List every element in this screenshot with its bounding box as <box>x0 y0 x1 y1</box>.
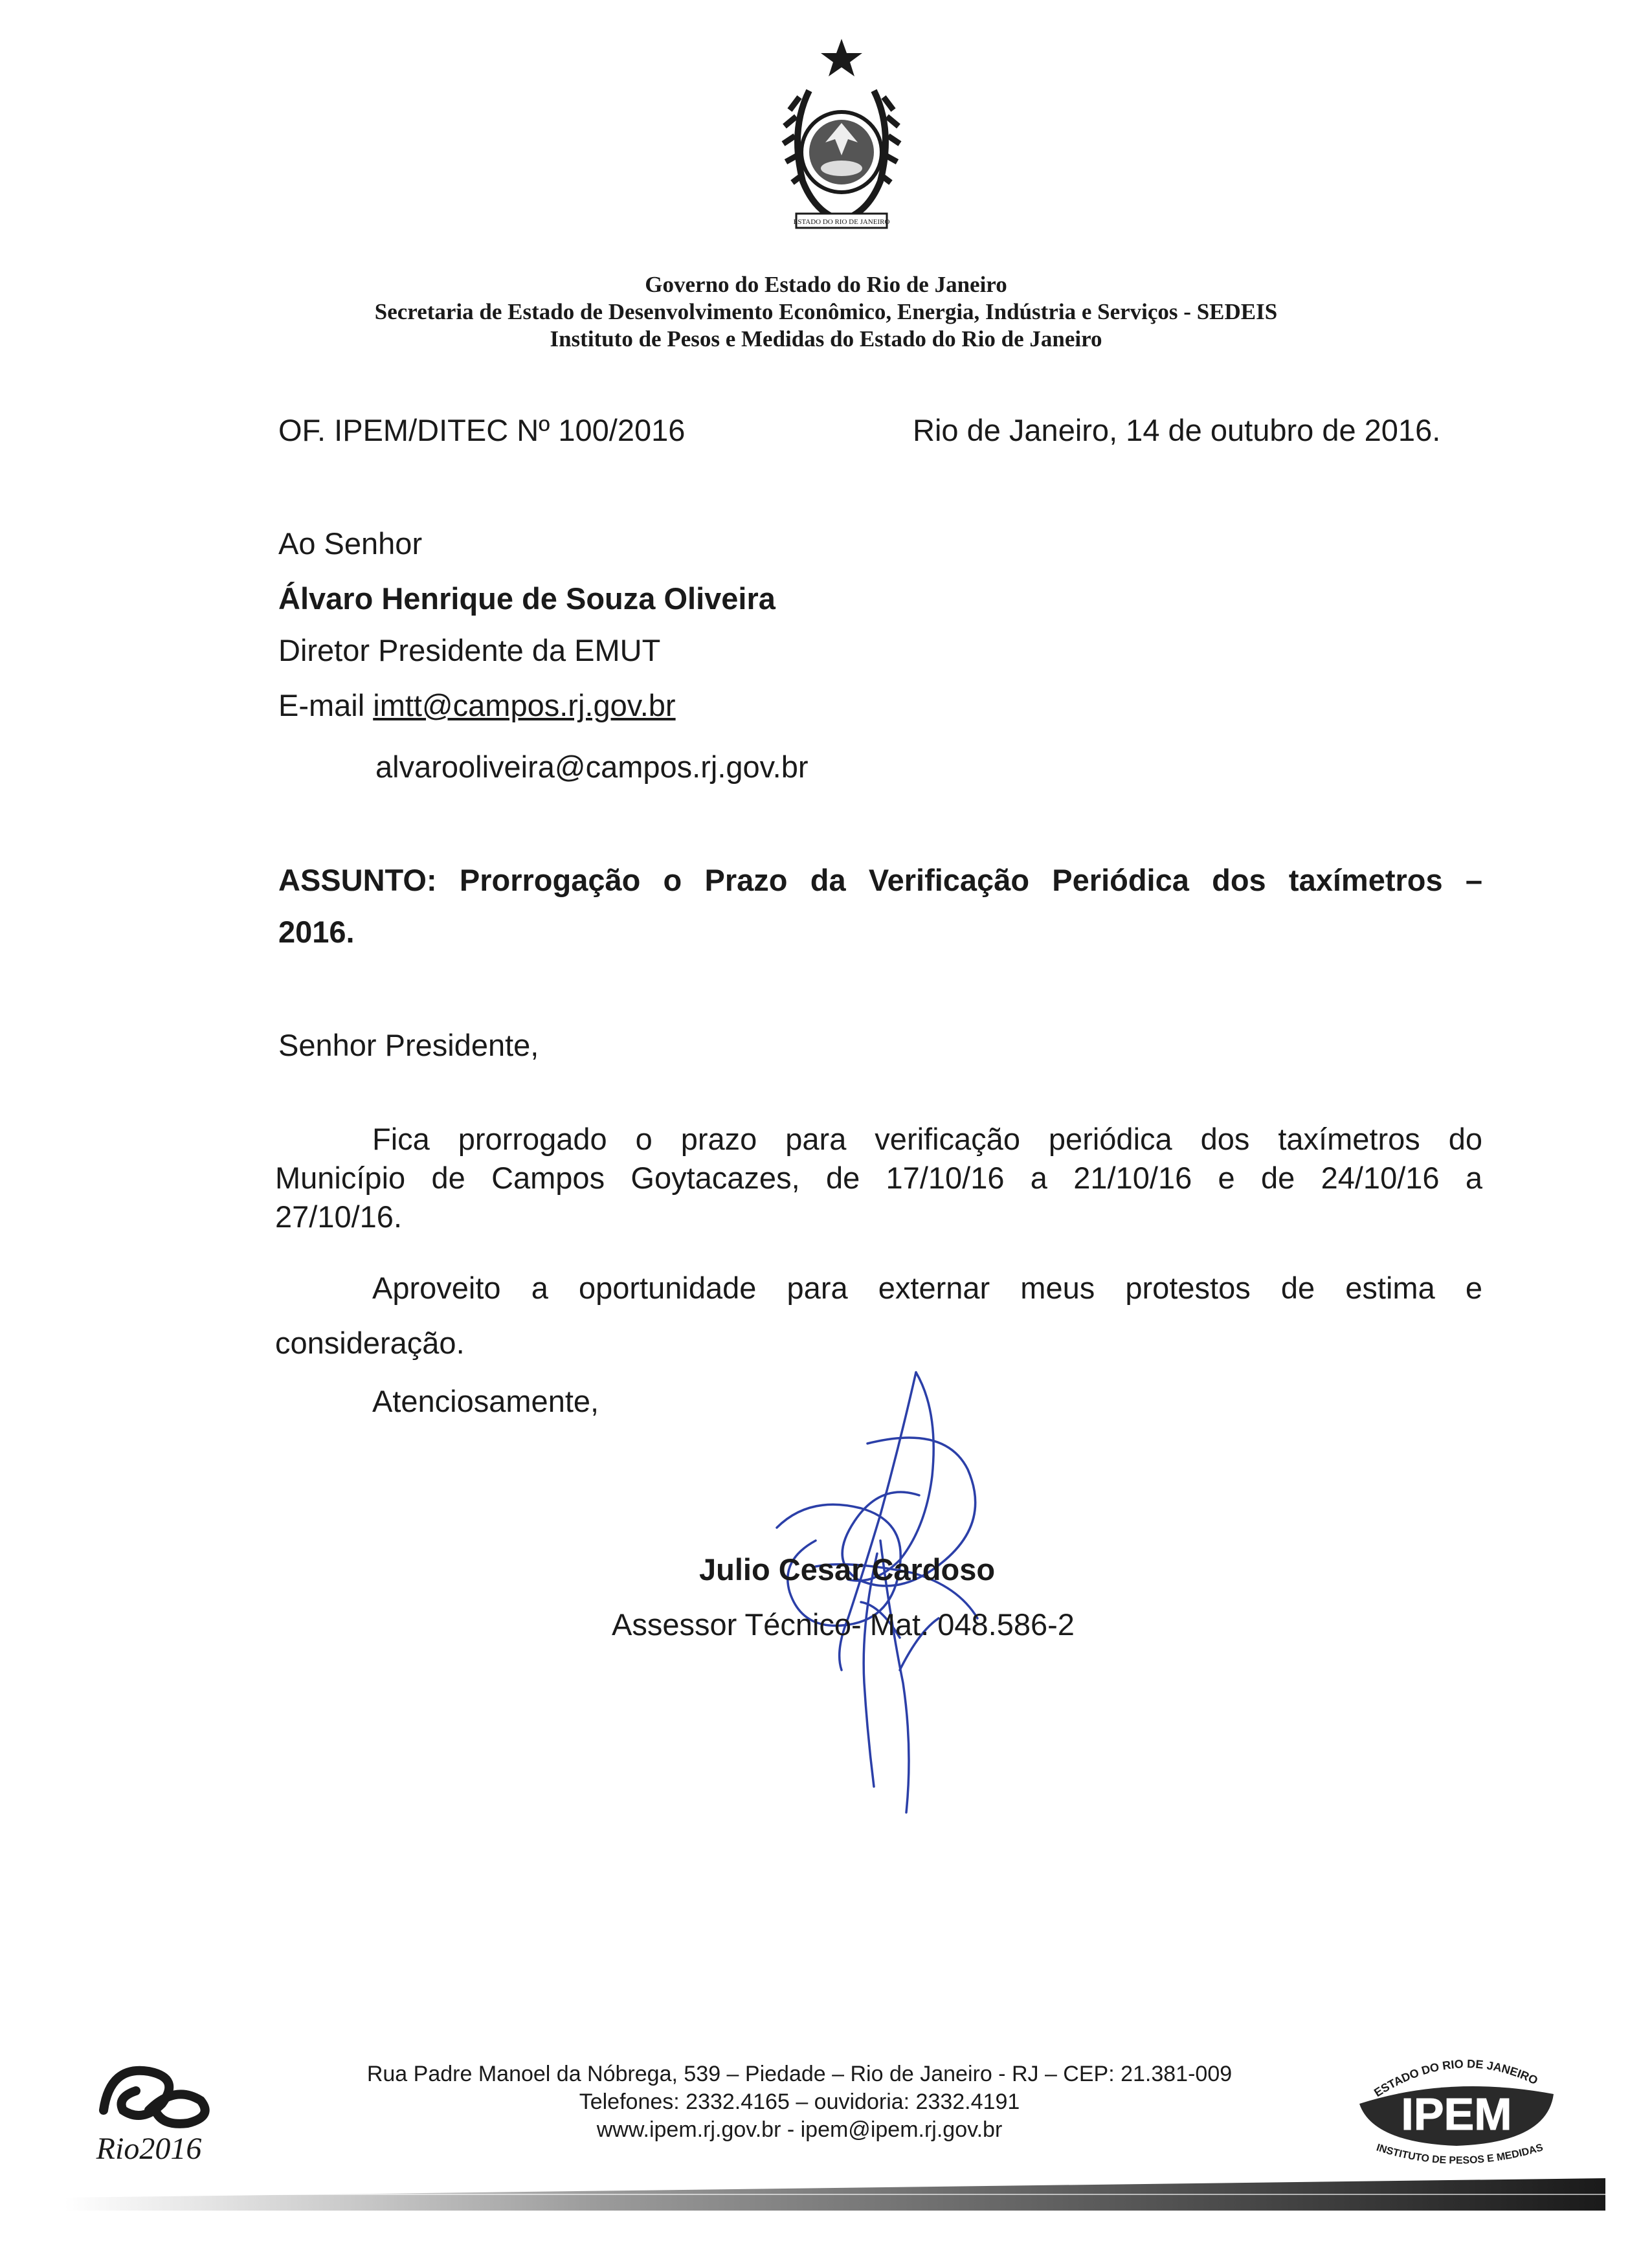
subject-text: Prorrogação o Prazo da Verificação Periódica dos taxímetros – <box>459 863 1483 897</box>
ipem-logo-name: IPEM <box>1401 2089 1512 2139</box>
coat-of-arms <box>764 32 919 240</box>
subject-line-2: 2016. <box>278 915 355 949</box>
subject-line <box>278 854 1482 906</box>
paragraph1-line3: 27/10/16. <box>275 1199 403 1234</box>
signatory-name: Julio Cesar Cardoso <box>699 1552 996 1587</box>
email-label: E-mail <box>278 688 365 722</box>
footer-decorative-bar <box>65 2172 1605 2217</box>
paragraph1-line1: Fica prorrogado o prazo para verificação periódica dos taxímetros do <box>372 1122 1482 1156</box>
signatory-title: Assessor Técnico- Mat. 048.586-2 <box>612 1607 1075 1642</box>
recipient-name: Álvaro Henrique de Souza Oliveira <box>278 581 776 616</box>
letter-reference: OF. IPEM/DITEC Nº 100/2016 <box>278 413 686 447</box>
secretariat-title: Secretaria de Estado de Desenvolvimento Econômico, Energia, Indústria e Serviços - SEDEIS <box>374 299 1278 324</box>
coat-of-arms-ribbon: ESTADO DO RIO DE JANEIRO <box>793 218 890 226</box>
paragraph2-line2: consideração. <box>275 1326 465 1360</box>
recipient-email-row <box>278 680 676 731</box>
ipem-logo-top-text: ESTADO DO RIO DE JANEIRO <box>1372 2057 1540 2100</box>
recipient-role: Diretor Presidente da EMUT <box>278 633 661 667</box>
ipem-logo-bottom-text: INSTITUTO DE PESOS E MEDIDAS <box>1375 2142 1545 2167</box>
paragraph2-line1: Aproveito a oportunidade para externar meus protestos de estima e <box>372 1271 1482 1305</box>
ipem-logo <box>1346 2039 1567 2175</box>
closing: Atenciosamente, <box>372 1384 599 1418</box>
institute-title: Instituto de Pesos e Medidas do Estado do Rio de Janeiro <box>550 326 1102 351</box>
rio2016-logo <box>78 2039 233 2168</box>
recipient-salutation: Ao Senhor <box>278 526 423 561</box>
footer-phones: Telefones: 2332.4165 – ouvidoria: 2332.4191 <box>579 2090 1020 2114</box>
footer-web[interactable]: www.ipem.rj.gov.br - ipem@ipem.rj.gov.br <box>596 2117 1003 2142</box>
footer-address: Rua Padre Manoel da Nóbrega, 539 – Piedade – Rio de Janeiro - RJ – CEP: 21.381-009 <box>366 2062 1233 2086</box>
government-title: Governo do Estado do Rio de Janeiro <box>645 272 1007 297</box>
greeting: Senhor Presidente, <box>278 1028 539 1062</box>
rio2016-logo-text: Rio2016 <box>96 2132 202 2166</box>
email-link-1[interactable]: imtt@campos.rj.gov.br <box>373 688 676 722</box>
paragraph1-line2: Município de Campos Goytacazes, de 17/10/16 a 21/10/16 e de 24/10/16 a <box>275 1161 1482 1195</box>
letter-place-date: Rio de Janeiro, 14 de outubro de 2016. <box>913 413 1441 447</box>
subject-label: ASSUNTO: <box>278 863 437 897</box>
email-link-2[interactable]: alvarooliveira@campos.rj.gov.br <box>375 750 809 784</box>
